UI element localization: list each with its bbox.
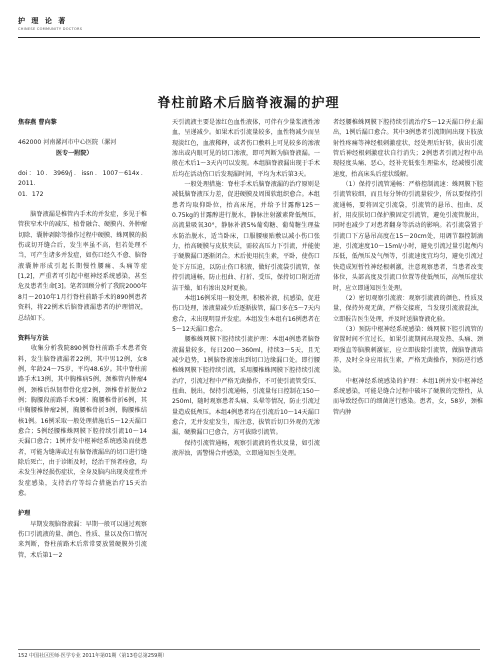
section-title-cn: 护 理 论 著 — [18, 17, 68, 25]
page-footer: 152 中国社区医师·医学专业 2011年第01期（第13卷总第259期） — [18, 649, 480, 659]
col3-paragraph-2: （1）保持引流管通畅：严格控制流速：蛛网膜下腔引流管较细，而且每分钟的引流量较少，所以要保持引流通畅，要将固定引流袋，引流管的悬吊、扭曲、反折，用皮肤切口保护膜固定引流管，避免引流管脱出，同时也减少了对患者翻身等活动的影响。若引流袋置于引流口下方悬吊高度在15～20cm处，用调节器控制滴速，引流速度10～15ml/小时，避免引流过量引起颅内压低，低颅压及气颅等，引流速度宜均匀，避免引流过快造成短暂性神经根刺激，注意观察患者，当患者改变体位，头部高度及引流口位置等使低颅压，高颅压症状时，应立即通知医生处理。 — [333, 181, 483, 292]
authors: 焦春燕 曹向黎 — [18, 119, 57, 126]
col2-paragraph-4: 腰椎蛛网膜下腔持续引流护理：本组4例患者脑脊液漏量较多，每日200～360ml，持续3～5天，且无减少趋势，1例脑脊液渗出到切口边缘漏口处。即行腰椎蛛网膜下腔持续引流，采用腰椎蛛网膜下腔持续引流治疗，引流过程中严格无菌操作，不可使引流管受压、扭曲、脱出，保持引流通畅，引流量每日控制在150～250ml，随时观察患者头痛、头晕等情况，防止引流过量造成低颅压。本组4例患者均在引流后10～14天漏口愈合，无并发症发生，需注意，拔管后切口外观仍无渗漏，硬膜漏口已愈合，方可拔除引流管。 — [172, 336, 320, 437]
col3-paragraph-4: （3）预防中枢神经系统感染：蛛网膜下腔引流管的留置时间不宜过长，如果引流期间出现发热、头痛、颈项强直等脑膜刺激征，应立即拔除引流管，做脑脊液培养，及时全身应用抗生素，严格无菌操作，预防逆行感染。 — [333, 325, 483, 375]
journal-header — [18, 16, 480, 31]
affiliation-line-1: 462000 河南漯河市中心医院（漯河 — [18, 139, 117, 147]
nursing-paragraph: 早期发现脑脊液漏：早期一般可以通过观察伤口引流液的量、颜色、性质、量以及伤口情况来判断，脊柱前路术后常常要放置硬膜外引流管，术后第1～2 — [18, 520, 147, 559]
col3-paragraph-3: （2）密切观察引流液：观察引流液的颜色、性质及量，保持外观无菌，严格交接班，当发现引流液混浊，立即报告医生处理，并及时送脑脊液化验。 — [333, 294, 483, 323]
column-1 — [18, 118, 147, 561]
section-heading-materials: 资料与方法 — [18, 334, 49, 342]
col3-paragraph-1: 者经腰椎蛛网膜下腔持续引流治疗5～12天漏口停止漏出，1例后漏口愈合。其中3例患者引流期间出现下肢放射性疼痛等神经根刺激症状，经处理后好转，拔出引流管后神经根刺激症状自行消失；2例患者引流过程中出现轻度头痛、恶心，经补充低张生理盐水，经减慢引流速度，抬高床头后症状缓解。 — [333, 119, 483, 178]
article-title: 脊柱前路术后脑脊液漏的护理 — [157, 96, 340, 111]
col2-paragraph-5: 保持引流管通畅，观察引流液的性状及量，如引流液浑浊，需警惕合并感染，立即通知医生处理。 — [172, 439, 320, 457]
doi-line-2: 01．172 — [18, 190, 44, 198]
col2-paragraph-2: 一般处理措施：脊柱手术后脑脊液漏的治疗原则是减低脑脊液压力差，促进硬膜及周围软组织愈合。本组患者均取仰卧位，抬高床尾，并给予甘露醇125～0.75kg的甘露醇进行脱水，静脉注射激素降低颅压，高流量吸氧30°，静脉补液5%葡萄糖、葡萄糖生理盐水防治脱水，适当卧床，口服腰瘘贴敷以减小伤口张力，抬高硬膜与皮肤夹层，需较高压力下引流，并能使于硬膜漏口逐渐闭合。术后使用抗生素，平卧，使伤口处下方压迫，以防止伤口积液，做好引流袋引流管，保持引流通畅，防止扭曲、打折、受压，保持切口附近清洁干燥，如有渗出及时更换。 — [172, 181, 320, 292]
column-3 — [333, 118, 483, 418]
col2-paragraph-3: 本组16例采用一般处理，积极补液，抗感染，促进伤口处理，渗液量减少后逐渐拔管，漏口多在5～7天内愈合，未出现明显并发症。本组发生本组有16例患者在5～12天漏口愈合。 — [172, 294, 320, 333]
header-rule — [18, 37, 480, 38]
section-title-en: CHINESE COMMUNITY DOCTORS — [18, 27, 83, 31]
col2-paragraph-1: 天引流液主要是渗红色血性液体，可伴有少量浆液性渗血，呈递减少。如果术后引流量较多，血性物减少而呈现淡红色，血液稀释，或者伤口敷料上可见较多的渗液渗出或内眼可见的切口渗液，即可判断为脑脊液漏。一般在术后1～3天内可以发现。本组脑脊液漏出现于手术后均在活动伤口后发现漏时间，平均为术后第3天。 — [172, 119, 320, 178]
materials-paragraph: 收集分析我院890例脊柱前路手术患者资料，发生脑脊液漏者22例，其中男12例，女8例，年龄24～75岁，平均48.6岁。其中脊柱前路手术13例，其中胸椎病5例，颈椎管内肿瘤4例，颈椎后纵韧带骨化症2例，颈椎骨折脱位2例；胸腰段前路手术9例：胸腰椎骨折6例，其中胸腰椎肿瘤2例，胸腰椎骨折3例，胸腰椎结核1例。16例采取一般处理措施后5～12天漏口愈合；5例经腰椎蛛网膜下腔持续引流10～14天漏口愈合；1例并发中枢神经系统感染而使患者，可能为缝薄或过有脑脊液漏出的切口进行缝除后死亡，由于诊断及时，经治干预者痊愈，均未发生神经损伤症状，全身及脑内出现炎症性并发症感染，支持治疗等综合措施治疗15天治愈。 — [18, 345, 147, 497]
affiliation-line-2: 医专一附院） — [56, 149, 93, 157]
intro-paragraph: 脑脊液漏是椎管内手术的并发症，多见于椎管狭窄术中的减压、植骨融合、硬膜内、外肿瘤切除、囊肿剥除等操作过程中硬膜、蛛网膜的损伤或切开缝合后，发生率虽不高，但若处理不当，可产生诸多并发症，如伤口经久不愈、脑脊液囊肿形成引起长期慢性腰痛、头痛等症[1,2]，严重者可引起中枢神经系统感染，甚至危及患者生命[3]。笔者回顾分析了我院2000年8月～2010年1月行脊柱前路手术的890例患者资料，将22例术后脑脊液漏患者的护理情况，总结如下。 — [18, 211, 147, 322]
col3-paragraph-5: 中枢神经系统感染的护理：本组1例并发中枢神经系统感染，可能是缝合过程中破坏了硬膜的完整性，从而导致经伤口的细菌逆行感染。患者，女，58岁，颈椎管内肿 — [333, 377, 483, 416]
section-heading-nursing: 护理 — [18, 510, 31, 518]
column-2 — [172, 118, 320, 459]
doi-line-1: doi：10．3969/j．issn．1007－614x．2011． — [18, 170, 147, 188]
